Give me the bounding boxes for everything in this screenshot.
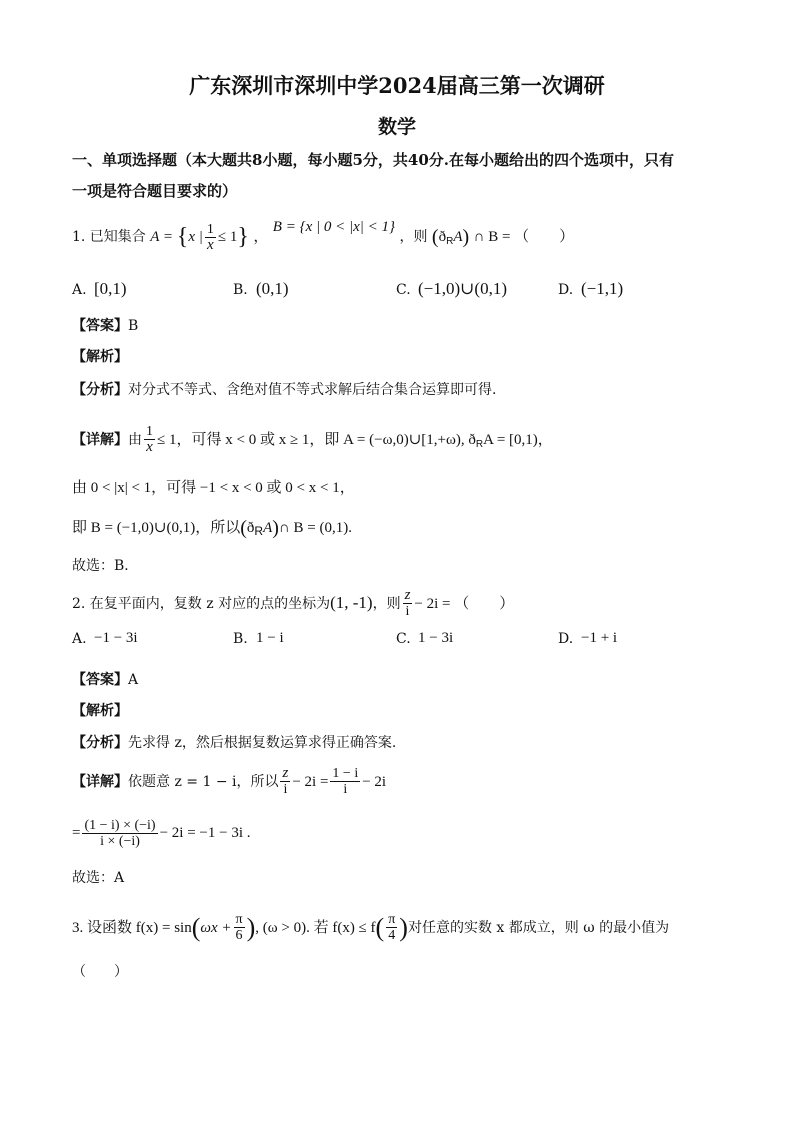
q1-analysis-tag: 【解析】 (72, 349, 128, 365)
q3-stem: 3. 设函数 f(x) = sin(ωx + $\frac{\pi}{6}$ ), (ω > 0). 若 f(x) ≤ f( $\frac{\pi}{4}$ )对任意的实数 x 都成立，则 ω 的最小值为 (72, 912, 670, 943)
q2-detail-line1: 【详解】依题意 z = 1 − i，所以 $\frac{z}{i}$ − 2i = $\frac{1 - i}{i}$ − 2i (72, 765, 387, 797)
q1-fenxi: 【分析】对分式不等式、含绝对值不等式求解后结合集合运算即可得. (72, 382, 497, 398)
q1-option-b-label: B. (233, 282, 248, 298)
section-heading-2: 一项是符合题目要求的） (72, 182, 238, 200)
q2-analysis-tag: 【解析】 (72, 703, 128, 719)
q1-prefix: 1. 已知集合 (72, 229, 146, 245)
set-a-brace-right: } (237, 224, 249, 250)
q2-option-b-label: B. (233, 631, 248, 647)
q1-detail-line3: 即 B = (−1,0)∪(0,1)，所以(ðRA)∩ B = (0,1). (72, 517, 352, 539)
page-title: 广东深圳市深圳中学2024届高三第一次调研 (189, 73, 605, 98)
q1-option-d-label: D. (558, 282, 574, 298)
q1-detail-line2: 由 0 < |x| < 1，可得 −1 < x < 0 或 0 < x < 1， (72, 480, 355, 496)
set-a-expression (150, 214, 249, 260)
q1-detail-line1: 【详解】由 $\frac{1}{x}$ ≤ 1，可得 x < 0 或 x ≥ 1，即 A = (−ω,0)∪[1,+ω), $ð_RA = [0,1)$， (72, 424, 553, 455)
complement-symbol: ð (438, 229, 447, 245)
q2-choose: 故选：A (72, 870, 125, 886)
set-a-brace-left: { (176, 224, 189, 250)
q2-option-d-label: D. (558, 631, 574, 647)
q2-fenxi: 【分析】先求得 z，然后根据复数运算求得正确答案. (72, 735, 397, 751)
q3-paren: （ ） (72, 964, 128, 980)
q1-stem: 1. 已知集合 A = {x | $\frac{1}{x}$ ≤ 1} ， B = {x | 0 < |x| < 1} ，则 $(ð_RA)$ ∩ B = （ ） (72, 214, 574, 274)
q2-detail-line2: = $\frac{(1 - i) \times (-i)}{i \times (-i)}$ − 2i = −1 − 3i . (72, 818, 251, 849)
q2-option-b: 1 − i (256, 630, 284, 646)
q2-option-c-label: C. (396, 631, 411, 647)
q1-option-c: (−1,0)∪(0,1) (418, 279, 507, 298)
q2-option-a: −1 − 3i (94, 630, 138, 646)
q1-choose: 故选：B． (72, 558, 139, 574)
section-heading-1: 一、单项选择题（本大题共8小题，每小题5分，共40分.在每小题给出的四个选项中，只有 (72, 151, 674, 169)
q1-option-c-label: C. (396, 282, 411, 298)
q1-ask-post: ∩ B = （ ） (473, 229, 575, 245)
q2-option-c: 1 − 3i (418, 630, 454, 646)
q1-answer: 【答案】B (72, 318, 139, 334)
set-a-head: A = (150, 229, 177, 245)
subject-title: 数学 (377, 116, 416, 138)
q2-answer: 【答案】A (72, 672, 139, 688)
q2-stem: 2. 在复平面内，复数 z 对应的点的坐标为(1, -1)，则 $\frac{z}{i}$ − 2i = （ ） (72, 587, 515, 619)
set-b-expression: B = {x | 0 < |x| < 1} (272, 219, 395, 235)
set-a-inner: x | (188, 229, 203, 245)
q1-ask-pre: ，则 (399, 229, 428, 245)
set-a-fraction: $\frac{1}{x}$ (206, 221, 214, 253)
q1-option-a: [0,1) (94, 279, 127, 298)
q1-option-a-label: A. (72, 282, 87, 298)
q1-option-d: (−1,1) (581, 279, 624, 298)
q2-option-d: −1 + i (581, 630, 618, 646)
q1-option-b: (0,1) (256, 279, 289, 298)
q2-option-a-label: A. (72, 631, 87, 647)
set-a-le: ≤ 1 (217, 229, 238, 245)
